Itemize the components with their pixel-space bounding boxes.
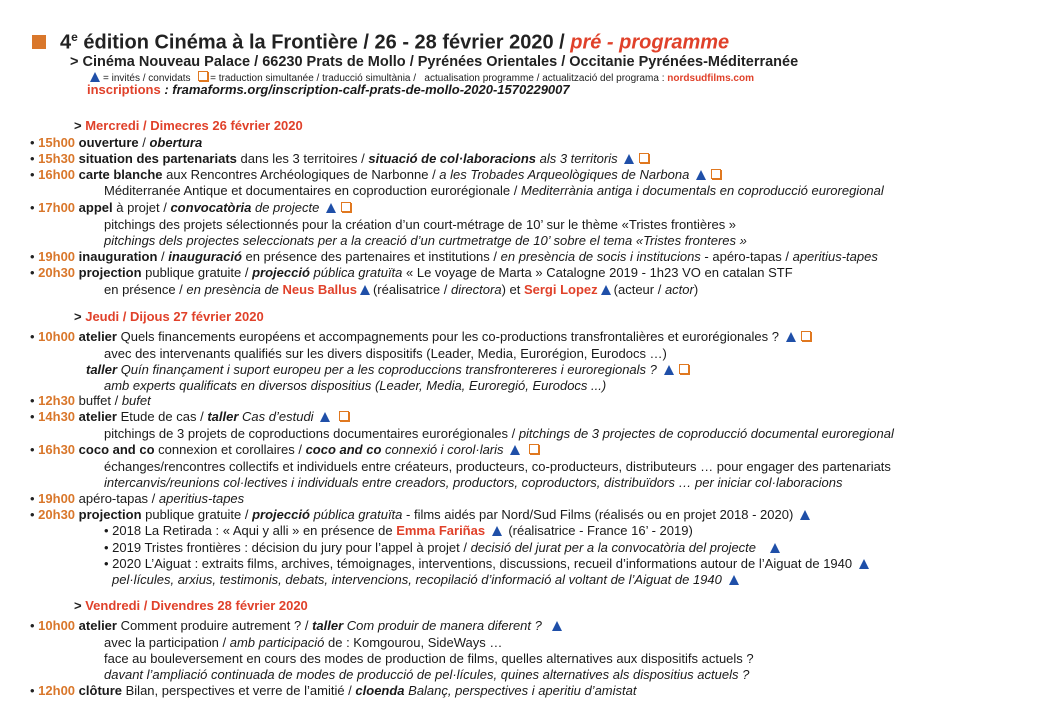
schedule-detail: taller Quín finançament i suport europeu per a les coproduccions transfrontereres i euroregionals ?: [86, 362, 691, 377]
schedule-row: • 10h00 atelier Quels financements européens et accompagnements pour les co-productions transfrontalières et eurorégionales ?: [30, 329, 813, 344]
guest-triangle-icon: [770, 543, 780, 553]
guest-triangle-icon: [859, 559, 869, 569]
schedule-row: • 17h00 appel à projet / convocatòria de projecte: [30, 200, 353, 215]
legend: = invités / convidats = traduction simultanée / traducció simultània / actualisation programme / actualització del programa : nordsudfilms.com: [87, 71, 754, 84]
day-heading-3: > Vendredi / Divendres 28 février 2020: [74, 598, 308, 613]
schedule-row: • 16h30 coco and co connexion et corollaires / coco and co connexió i corol·laris: [30, 442, 541, 457]
translation-square-icon: [711, 169, 721, 179]
schedule-row: • 16h00 carte blanche aux Rencontres Archéologiques de Narbonne / a les Trobades Arqueològiques de Narbona: [30, 167, 723, 182]
translation-square-icon: [639, 153, 649, 163]
translation-square-icon: [529, 444, 539, 454]
schedule-row: • 12h00 clôture Bilan, perspectives et verre de l’amitié / cloenda Balanç, perspectives i aperitiu d’amistat: [30, 683, 637, 698]
day-heading-1: > Mercredi / Dimecres 26 février 2020: [74, 118, 303, 133]
guest-triangle-icon: [320, 412, 330, 422]
schedule-detail: intercanvis/reunions col·lectives i individuals entre creadors, productors, coproductors, distribuïdors … per iniciar col·laboracions: [104, 475, 843, 490]
inscriptions-link[interactable]: : framaforms.org/inscription-calf-prats-de-mollo-2020-1570229007: [164, 82, 570, 97]
schedule-row: • 15h00 ouverture / obertura: [30, 135, 203, 150]
schedule-row: • 10h00 atelier Comment produire autrement ? / taller Com produir de manera diferent ?: [30, 618, 565, 633]
schedule-detail: • 2019 Tristes frontières : décision du jury pour l’appel à projet / decisió del jurat per a la convocatòria del projecte: [104, 540, 783, 555]
guest-triangle-icon: [326, 203, 336, 213]
schedule-detail: face au bouleversement en cours des modes de production de films, quelles alternatives aux dispositifs actuels ?: [104, 651, 754, 666]
guest-triangle-icon: [601, 285, 611, 295]
schedule-row: • 14h30 atelier Etude de cas / taller Cas d’estudi: [30, 409, 351, 424]
schedule-detail: pitchings dels projectes seleccionats per a la creació d’un curtmetratge de 10’ sobre el tema «Tristes fronteres »: [104, 233, 747, 248]
guest-triangle-icon: [664, 365, 674, 375]
schedule-detail: en présence / en presència de Neus Ballus (réalisatrice / directora) et Sergi Lopez (acteur / actor): [104, 282, 699, 297]
translation-square-icon: [801, 331, 811, 341]
schedule-detail: amb experts qualificats en diversos dispositius (Leader, Media, Euroregió, Eurodocs ...): [104, 378, 607, 393]
page-title: 4e édition Cinéma à la Frontière / 26 - 28 février 2020 / pré - programme: [32, 30, 729, 55]
guest-triangle-icon: [800, 510, 810, 520]
guest-triangle-icon: [552, 621, 562, 631]
guest-triangle-icon: [729, 575, 739, 585]
schedule-detail: pitchings des projets sélectionnés pour la création d’un court-métrage de 10’ sur le thème «Tristes frontières »: [104, 217, 737, 232]
schedule-detail: • 2018 La Retirada : « Aqui y alli » en présence de Emma Fariñas (réalisatrice - France 16’ - 2019): [104, 523, 693, 538]
site-link[interactable]: nordsudfilms.com: [667, 73, 754, 84]
guest-triangle-icon: [492, 526, 502, 536]
schedule-detail: Méditerranée Antique et documentaires en coproduction eurorégionale / Mediterrània antiga i documentals en coproducció euroregional: [104, 183, 884, 198]
schedule-row: • 20h30 projection publique gratuite / projecció pública gratuïta - films aidés par Nord/Sud Films (réalisés ou en projet 2018 - 2020): [30, 507, 813, 522]
guest-triangle-icon: [360, 285, 370, 295]
guest-triangle-icon: [696, 170, 706, 180]
schedule-row: • 20h30 projection publique gratuite / projecció pública gratuïta « Le voyage de Marta » Catalogne 2019 - 1h23 VO en catalan STF: [30, 265, 793, 280]
venue-line: > Cinéma Nouveau Palace / 66230 Prats de Mollo / Pyrénées Orientales / Occitanie Pyrénées-Méditerranée: [70, 54, 799, 70]
schedule-row: • 12h30 buffet / bufet: [30, 393, 151, 408]
schedule-detail: pel·lícules, arxius, testimonis, debats, intervencions, recopilació d’informació al voltant de l’Aiguat de 1940: [112, 572, 742, 587]
inscriptions-line: inscriptions : framaforms.org/inscription-calf-prats-de-mollo-2020-1570229007: [87, 82, 570, 97]
schedule-row: • 19h00 apéro-tapas / aperitius-tapes: [30, 491, 245, 506]
schedule-row: • 15h30 situation des partenariats dans les 3 territoires / situació de col·laboracions als 3 territoris: [30, 151, 651, 166]
translation-square-icon: [679, 364, 689, 374]
guest-triangle-icon: [510, 445, 520, 455]
schedule-detail: échanges/rencontres collectifs et individuels entre créateurs, producteurs, co-producteurs, distributeurs … pour engager des partenariats: [104, 459, 891, 474]
guest-triangle-icon: [90, 72, 100, 82]
schedule-detail: davant l’ampliació continuada de modes de producció de pel·lícules, quines alternatives als dispositius actuels ?: [104, 667, 750, 682]
translation-square-icon: [339, 411, 349, 421]
guest-triangle-icon: [624, 154, 634, 164]
schedule-row: • 19h00 inauguration / inauguració en présence des partenaires et institutions / en presència de socis i institucions - apéro-tapas / aperitius-tapes: [30, 249, 878, 264]
schedule-detail: pitchings de 3 projets de coproductions documentaires eurorégionales / pitchings de 3 projectes de coproducció documental euroregional: [104, 426, 894, 441]
guest-triangle-icon: [786, 332, 796, 342]
translation-square-icon: [341, 202, 351, 212]
schedule-detail: • 2020 L’Aiguat : extraits films, archives, témoignages, interventions, discussions, recueil d’informations autour de l’Aiguat de 1940: [104, 556, 872, 571]
day-heading-2: > Jeudi / Dijous 27 février 2020: [74, 309, 264, 324]
schedule-detail: avec la participation / amb participació de : Komgourou, SideWays …: [104, 635, 503, 650]
title-square-icon: [32, 35, 46, 49]
translation-square-icon: [198, 71, 208, 81]
schedule-detail: avec des intervenants qualifiés sur les divers dispositifs (Leader, Media, Eurorégion, Eurodocs …): [104, 346, 667, 361]
